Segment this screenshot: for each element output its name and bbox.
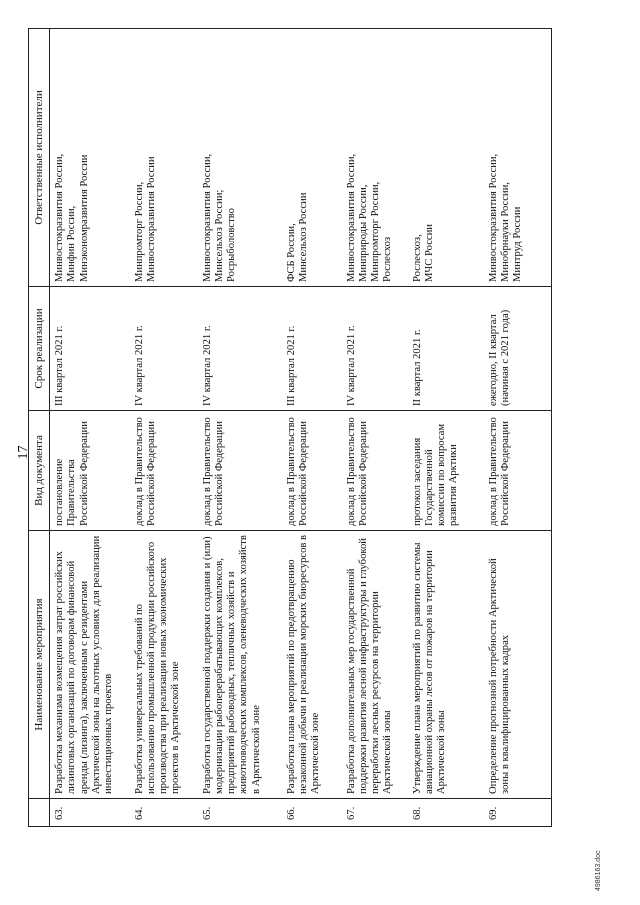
row-number: 66. — [282, 799, 342, 827]
measure-name: Разработка дополнительных мер государственной поддержки развития лесной инфраструктуры и глубокой переработки лесных ресурсов на территории Арктической зоны — [342, 531, 408, 799]
executor-line: Минпромторг России, — [370, 181, 382, 282]
implementation-term: IV квартал 2021 г. — [130, 287, 198, 411]
responsible-executors — [408, 29, 484, 287]
responsible-executors — [50, 29, 130, 287]
document-type: постановление Правительства Российской Федерации — [50, 411, 130, 531]
row-number: 63. — [50, 799, 130, 827]
row-number: 64. — [130, 799, 198, 827]
document-type: доклад в Правительство Российской Федерации — [130, 411, 198, 531]
document-type: протокол заседания Государственной комиссии по вопросам развития Арктики — [408, 411, 484, 531]
responsible-executors — [130, 29, 198, 287]
table-row — [130, 29, 198, 827]
executor-line: Рослесхоз, — [411, 234, 423, 282]
table-row — [484, 29, 552, 827]
executor-line: Минсельхоз России — [297, 192, 309, 282]
header-term: Срок реализации — [29, 287, 50, 411]
row-number: 67. — [342, 799, 408, 827]
executor-line: Минвостокразвития России — [145, 156, 157, 282]
header-name: Наименование мероприятия — [29, 531, 50, 799]
row-number: 69. — [484, 799, 552, 827]
implementation-term: II квартал 2021 г. — [408, 287, 484, 411]
executor-line: Минсельхоз России; — [213, 189, 225, 282]
executor-line: Минфин России, — [66, 205, 78, 282]
document-type: доклад в Правительство Российской Федерации — [198, 411, 282, 531]
header-doc-type: Вид документа — [29, 411, 50, 531]
executor-line: МЧС России — [423, 224, 435, 282]
executor-line: Минвостокразвития России, — [201, 153, 213, 282]
document-type: доклад в Правительство Российской Федерации — [484, 411, 552, 531]
executor-line: Минвостокразвития России, — [345, 153, 357, 282]
implementation-term: ежегодно, II квартал (начиная с 2021 года) — [484, 287, 552, 411]
measures-table — [28, 28, 552, 827]
measure-name: Разработка универсальных требований по использованию промышленной продукции российского производства при реализации новых экономических проектов в Арктической зоне — [130, 531, 198, 799]
executor-line: Рослесхоз — [382, 236, 394, 282]
table-row — [198, 29, 282, 827]
executor-line: Минприроды России, — [357, 184, 369, 282]
responsible-executors — [484, 29, 552, 287]
footer-filename: 4986163.doc — [595, 850, 602, 891]
executor-line: Минэкономразвития России — [78, 154, 90, 282]
row-number: 68. — [408, 799, 484, 827]
implementation-term: III квартал 2021 г. — [50, 287, 130, 411]
table-row — [50, 29, 130, 827]
measure-name: Разработка плана мероприятий по предотвращению незаконной добычи и реализации морских биоресурсов в Арктической зоне — [282, 531, 342, 799]
implementation-term: IV квартал 2021 г. — [342, 287, 408, 411]
executor-line: Минвостокразвития России, — [487, 153, 499, 282]
header-executors: Ответственные исполнители — [29, 29, 50, 287]
table-row — [282, 29, 342, 827]
page-number: 17 — [16, 445, 31, 460]
executor-line: Минвостокразвития России, — [54, 153, 65, 282]
executor-line: ФСБ России, — [285, 223, 297, 282]
table-row — [342, 29, 408, 827]
executor-line: Росрыболовство — [226, 208, 238, 282]
implementation-term: IV квартал 2021 г. — [198, 287, 282, 411]
implementation-term: III квартал 2021 г. — [282, 287, 342, 411]
measure-name: Утверждение плана мероприятий по развитию системы авиационной охраны лесов от пожаров на территории Арктической зоны — [408, 531, 484, 799]
responsible-executors — [198, 29, 282, 287]
responsible-executors — [342, 29, 408, 287]
measure-name: Разработка государственной поддержки создания и (или) модернизации рыбоперерабатывающих комплексов, предприятий рыбоводных, тепличных хозяйств и животноводческих комплексов, оленеводческих хозяйств в Арктической зоне — [198, 531, 282, 799]
executor-line: Минтруд России — [512, 206, 524, 282]
executor-line: Минобрнауки России, — [499, 182, 511, 282]
measure-name: Определение прогнозной потребности Арктической зоны в квалифицированных кадрах — [484, 531, 552, 799]
header-num — [29, 799, 50, 827]
table-row — [408, 29, 484, 827]
document-type: доклад в Правительство Российской Федерации — [282, 411, 342, 531]
document-type: доклад в Правительство Российской Федерации — [342, 411, 408, 531]
measure-name: Разработка механизма возмещения затрат российских лизинговых организаций по договорам финансовой аренды (лизинга), заключенным с резидентами Арктической зоны на льготных условиях для реализации инвестиционных проектов — [50, 531, 130, 799]
responsible-executors — [282, 29, 342, 287]
executor-line: Минпромторг России, — [133, 181, 145, 282]
table-header-row — [29, 29, 50, 827]
row-number: 65. — [198, 799, 282, 827]
